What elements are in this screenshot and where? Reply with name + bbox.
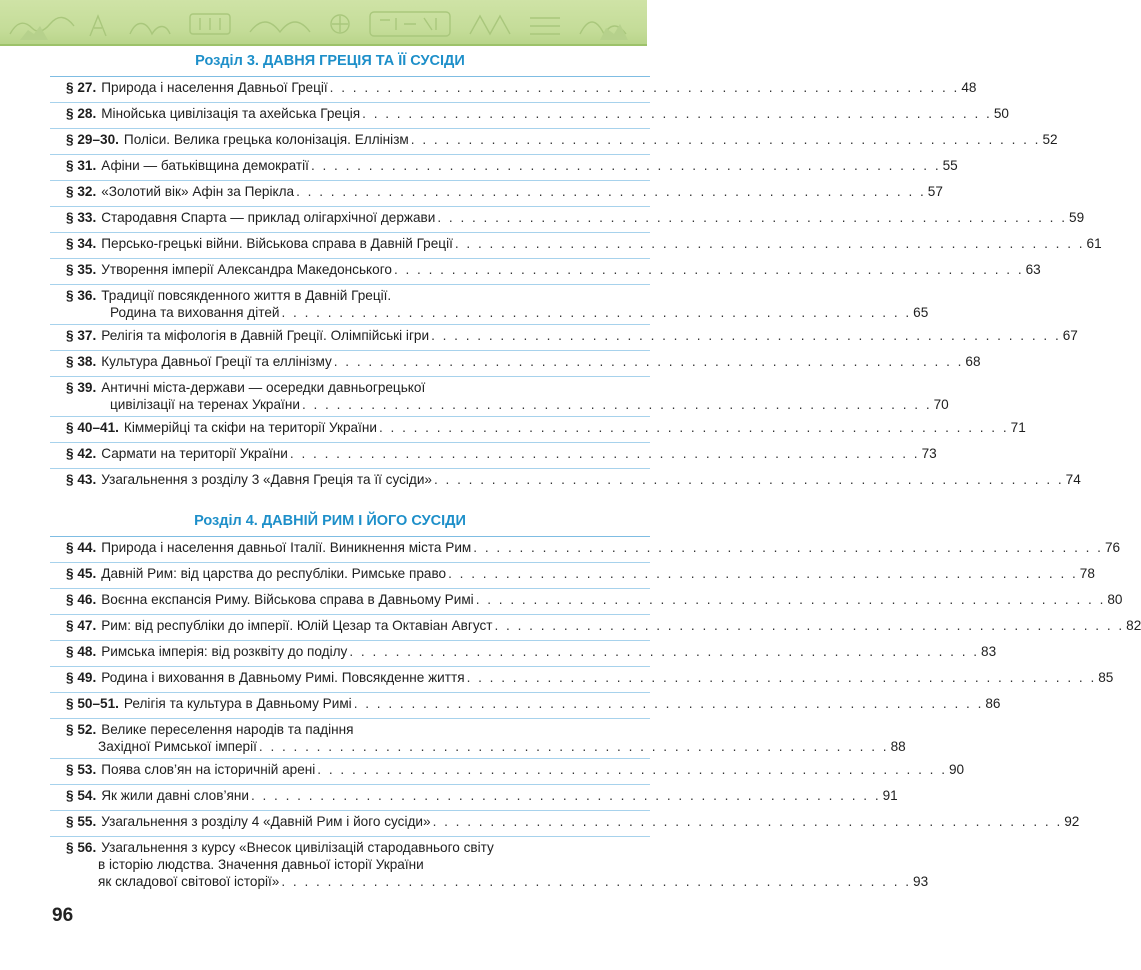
entry-title: Узагальнення з курсу «Внесок цивілізацій стародавнього світу: [101, 840, 494, 855]
entry-number: § 43.: [66, 472, 97, 487]
entry-number: § 55.: [66, 814, 97, 829]
entry-page: 71: [1010, 420, 1026, 435]
ancient-frieze-ornament: [0, 4, 647, 40]
toc-entry[interactable]: § 40–41. Кіммерійці та скіфи на території України . . . . . . . . . . . . . . . . . . . . . . . . . . . . . . . . . . . . . . . . . . . . . . . . . . . . . . . 71: [50, 416, 610, 442]
entry-title: Релігія та культура в Давньому Римі: [123, 696, 352, 711]
toc-entry[interactable]: § 46. Воєнна експансія Риму. Військова справа в Давньому Римі . . . . . . . . . . . . . . . . . . . . . . . . . . . . . . . . . . . . . . . . . . . . . . . . . . . . . . . 80: [50, 588, 610, 614]
entry-title: Узагальнення з розділу 3 «Давня Греція та її сусіди»: [101, 472, 432, 487]
entry-page: 63: [1025, 262, 1041, 277]
entry-number: § 46.: [66, 592, 97, 607]
entry-page: 76: [1104, 540, 1121, 555]
toc-entry[interactable]: § 33. Стародавня Спарта — приклад олігархічної держави . . . . . . . . . . . . . . . . . . . . . . . . . . . . . . . . . . . . . . . . . . . . . . . . . . . . . . . 59: [50, 206, 610, 232]
entry-page: 90: [948, 762, 965, 777]
toc-entry[interactable]: § 52. Велике переселення народів та падіння Західної Римської імперії . . . . . . . . . . . . . . . . . . . . . . . . . . . . . . . . . . . . . . . . . . . . . . . . . . . . . . . 88: [50, 718, 610, 758]
entry-page: 92: [1064, 814, 1080, 829]
entry-number: § 38.: [66, 354, 97, 369]
entry-number: § 28.: [66, 106, 97, 121]
toc-entry[interactable]: § 27. Природа і населення Давньої Греції . . . . . . . . . . . . . . . . . . . . . . . . . . . . . . . . . . . . . . . . . . . . . . . . . . . . . . . 48: [50, 76, 610, 102]
entry-page: 55: [942, 158, 958, 173]
entry-title-continued: Родина та виховання дітей: [110, 305, 280, 320]
entry-title: Природа і населення Давньої Греції: [101, 80, 328, 95]
entry-title: Кіммерійці та скіфи на території України: [123, 420, 377, 435]
entry-page: 78: [1079, 566, 1095, 581]
entry-title: Мінойська цивілізація та ахейська Греція: [101, 106, 361, 121]
toc-entry[interactable]: § 55. Узагальнення з розділу 4 «Давній Рим і його сусіди» . . . . . . . . . . . . . . . . . . . . . . . . . . . . . . . . . . . . . . . . . . . . . . . . . . . . . . . 92: [50, 810, 610, 836]
toc-entry[interactable]: § 35. Утворення імперії Александра Македонського . . . . . . . . . . . . . . . . . . . . . . . . . . . . . . . . . . . . . . . . . . . . . . . . . . . . . . . 63: [50, 258, 610, 284]
entry-title: Культура Давньої Греції та еллінізму: [101, 354, 332, 369]
entry-title: Сармати на території України: [101, 446, 288, 461]
entry-title: Персько-грецькі війни. Військова справа в Давній Греції: [101, 236, 453, 251]
entry-page: 50: [993, 106, 1009, 121]
toc-entry[interactable]: § 28. Мінойська цивілізація та ахейська Греція . . . . . . . . . . . . . . . . . . . . . . . . . . . . . . . . . . . . . . . . . . . . . . . . . . . . . . . 50: [50, 102, 610, 128]
entry-number: § 42.: [66, 446, 97, 461]
toc-entry[interactable]: § 50–51. Релігія та культура в Давньому Римі . . . . . . . . . . . . . . . . . . . . . . . . . . . . . . . . . . . . . . . . . . . . . . . . . . . . . . . 86: [50, 692, 610, 718]
entry-page: 85: [1098, 670, 1114, 685]
entry-title: Рим: від республіки до імперії. Юлій Цезар та Октавіан Август: [101, 618, 493, 633]
entry-page: 67: [1062, 328, 1078, 343]
entry-page: 65: [913, 305, 929, 320]
entry-page: 88: [890, 739, 906, 754]
entry-title: Релігія та міфологія в Давній Греції. Олімпійські ігри: [101, 328, 430, 343]
entry-title: Поява слов’ян на історичній арені: [101, 762, 316, 777]
section-3-entries: [50, 76, 1102, 494]
entry-title: Традиції повсякденного життя в Давній Греції.: [101, 288, 392, 303]
entry-page: 83: [981, 644, 997, 659]
entry-title-continued: як складової світової історії»: [98, 874, 280, 889]
toc-entry[interactable]: § 48. Римська імперія: від розквіту до поділу . . . . . . . . . . . . . . . . . . . . . . . . . . . . . . . . . . . . . . . . . . . . . . . . . . . . . . . 83: [50, 640, 610, 666]
toc-entry[interactable]: § 37. Релігія та міфологія в Давній Греції. Олімпійські ігри . . . . . . . . . . . . . . . . . . . . . . . . . . . . . . . . . . . . . . . . . . . . . . . . . . . . . . . 67: [50, 324, 610, 350]
entry-title: Античні міста-держави — осередки давньогрецької: [101, 380, 426, 395]
entry-number: § 27.: [66, 80, 97, 95]
entry-page: 82: [1126, 618, 1141, 633]
entry-page: 70: [933, 397, 949, 412]
toc-entry[interactable]: § 38. Культура Давньої Греції та еллінізму . . . . . . . . . . . . . . . . . . . . . . . . . . . . . . . . . . . . . . . . . . . . . . . . . . . . . . . 68: [50, 350, 610, 376]
entry-number: § 48.: [66, 644, 97, 659]
entry-number: § 39.: [66, 380, 97, 395]
entry-title: Стародавня Спарта — приклад олігархічної держави: [101, 210, 436, 225]
entry-number: § 49.: [66, 670, 97, 685]
entry-title-continued: цивілізації на теренах України: [110, 397, 300, 412]
toc-entry[interactable]: § 54. Як жили давні слов’яни . . . . . . . . . . . . . . . . . . . . . . . . . . . . . . . . . . . . . . . . . . . . . . . . . . . . . . . 91: [50, 784, 610, 810]
entry-number: § 29–30.: [66, 132, 119, 147]
entry-page: 93: [913, 874, 929, 889]
toc-entry[interactable]: § 56. Узагальнення з курсу «Внесок цивілізацій стародавнього світу в історію людства. Значення давньої історії України як складової світової історії» . . . . . . . . . . . . . . . . . . . . . . . . . . . . . . . . . . . . . . . . . . . . . . . . . . . . . . . 93: [50, 836, 610, 893]
entry-number: § 52.: [66, 722, 97, 737]
toc-entry[interactable]: § 44. Природа і населення давньої Італії. Виникнення міста Рим . . . . . . . . . . . . . . . . . . . . . . . . . . . . . . . . . . . . . . . . . . . . . . . . . . . . . . . 76: [50, 536, 610, 562]
entry-title: Природа і населення давньої Італії. Виникнення міста Рим: [101, 540, 472, 555]
entry-page: 61: [1086, 236, 1102, 251]
toc-entry[interactable]: § 49. Родина і виховання в Давньому Римі. Повсякденне життя . . . . . . . . . . . . . . . . . . . . . . . . . . . . . . . . . . . . . . . . . . . . . . . . . . . . . . . 85: [50, 666, 610, 692]
section-title-3: Розділ 3. ДАВНЯ ГРЕЦІЯ ТА ЇЇ СУСІДИ: [195, 53, 465, 69]
entry-page: 59: [1069, 210, 1085, 225]
entry-title: Узагальнення з розділу 4 «Давній Рим і його сусіди»: [101, 814, 431, 829]
entry-number: § 40–41.: [66, 420, 119, 435]
header-rule: [0, 44, 647, 46]
entry-number: § 56.: [66, 840, 97, 855]
entry-number: § 53.: [66, 762, 97, 777]
entry-title: Велике переселення народів та падіння: [101, 722, 354, 737]
entry-number: § 33.: [66, 210, 97, 225]
entry-title: Давній Рим: від царства до республіки. Римське право: [101, 566, 447, 581]
entry-page: 48: [961, 80, 977, 95]
entry-page: 52: [1042, 132, 1058, 147]
entry-title: Римська імперія: від розквіту до поділу: [101, 644, 348, 659]
section-title-4: Розділ 4. ДАВНІЙ РИМ І ЙОГО СУСІДИ: [194, 513, 466, 529]
entry-number: § 31.: [66, 158, 97, 173]
page-number: 96: [52, 905, 74, 926]
toc-entry[interactable]: § 36. Традиції повсякденного життя в Давній Греції. Родина та виховання дітей . . . . . . . . . . . . . . . . . . . . . . . . . . . . . . . . . . . . . . . . . . . . . . . . . . . . . . . 65: [50, 284, 610, 324]
entry-number: § 45.: [66, 566, 97, 581]
entry-page: 57: [927, 184, 943, 199]
entry-number: § 36.: [66, 288, 97, 303]
entry-number: § 34.: [66, 236, 97, 251]
toc-entry[interactable]: § 53. Поява слов’ян на історичній арені . . . . . . . . . . . . . . . . . . . . . . . . . . . . . . . . . . . . . . . . . . . . . . . . . . . . . . . 90: [50, 758, 610, 784]
toc-entry[interactable]: § 45. Давній Рим: від царства до республіки. Римське право . . . . . . . . . . . . . . . . . . . . . . . . . . . . . . . . . . . . . . . . . . . . . . . . . . . . . . . 78: [50, 562, 610, 588]
entry-title: Родина і виховання в Давньому Римі. Повсякденне життя: [101, 670, 465, 685]
toc-entry[interactable]: § 31. Афіни — батьківщина демократії . . . . . . . . . . . . . . . . . . . . . . . . . . . . . . . . . . . . . . . . . . . . . . . . . . . . . . . 55: [50, 154, 610, 180]
entry-page: 91: [882, 788, 898, 803]
entry-number: § 50–51.: [66, 696, 119, 711]
entry-number: § 47.: [66, 618, 97, 633]
entry-title-continued: в історію людства. Значення давньої історії України: [98, 857, 424, 872]
entry-number: § 37.: [66, 328, 97, 343]
decorative-header-band: [0, 0, 647, 44]
toc-entry[interactable]: § 43. Узагальнення з розділу 3 «Давня Греція та її сусіди» . . . . . . . . . . . . . . . . . . . . . . . . . . . . . . . . . . . . . . . . . . . . . . . . . . . . . . . 74: [50, 468, 610, 494]
entry-page: 74: [1065, 472, 1081, 487]
entry-title-continued: Західної Римської імперії: [98, 739, 257, 754]
toc-entry[interactable]: § 39. Античні міста-держави — осередки давньогрецької цивілізації на теренах України . . . . . . . . . . . . . . . . . . . . . . . . . . . . . . . . . . . . . . . . . . . . . . . . . . . . . . . 70: [50, 376, 610, 416]
entry-page: 73: [921, 446, 937, 461]
toc-entry[interactable]: § 34. Персько-грецькі війни. Військова справа в Давній Греції . . . . . . . . . . . . . . . . . . . . . . . . . . . . . . . . . . . . . . . . . . . . . . . . . . . . . . . 61: [50, 232, 610, 258]
entry-number: § 54.: [66, 788, 97, 803]
toc-entry[interactable]: § 32. «Золотий вік» Афін за Перікла . . . . . . . . . . . . . . . . . . . . . . . . . . . . . . . . . . . . . . . . . . . . . . . . . . . . . . . 57: [50, 180, 610, 206]
table-of-contents: [50, 50, 1141, 893]
toc-entry[interactable]: § 47. Рим: від республіки до імперії. Юлій Цезар та Октавіан Август . . . . . . . . . . . . . . . . . . . . . . . . . . . . . . . . . . . . . . . . . . . . . . . . . . . . . . . 82: [50, 614, 610, 640]
entry-title: Утворення імперії Александра Македонського: [101, 262, 392, 277]
toc-entry[interactable]: § 29–30. Поліси. Велика грецька колонізація. Еллінізм . . . . . . . . . . . . . . . . . . . . . . . . . . . . . . . . . . . . . . . . . . . . . . . . . . . . . . . 52: [50, 128, 610, 154]
entry-title: Воєнна експансія Риму. Військова справа в Давньому Римі: [101, 592, 474, 607]
entry-number: § 44.: [66, 540, 97, 555]
section-4-entries: [50, 536, 1141, 893]
entry-number: § 32.: [66, 184, 97, 199]
entry-title: Поліси. Велика грецька колонізація. Еллінізм: [123, 132, 409, 147]
entry-page: 68: [965, 354, 981, 369]
entry-number: § 35.: [66, 262, 97, 277]
entry-page: 86: [985, 696, 1001, 711]
toc-entry[interactable]: § 42. Сармати на території України . . . . . . . . . . . . . . . . . . . . . . . . . . . . . . . . . . . . . . . . . . . . . . . . . . . . . . . 73: [50, 442, 610, 468]
entry-title: Афіни — батьківщина демократії: [101, 158, 309, 173]
entry-title: «Золотий вік» Афін за Перікла: [101, 184, 295, 199]
entry-page: 80: [1107, 592, 1123, 607]
entry-title: Як жили давні слов’яни: [101, 788, 249, 803]
